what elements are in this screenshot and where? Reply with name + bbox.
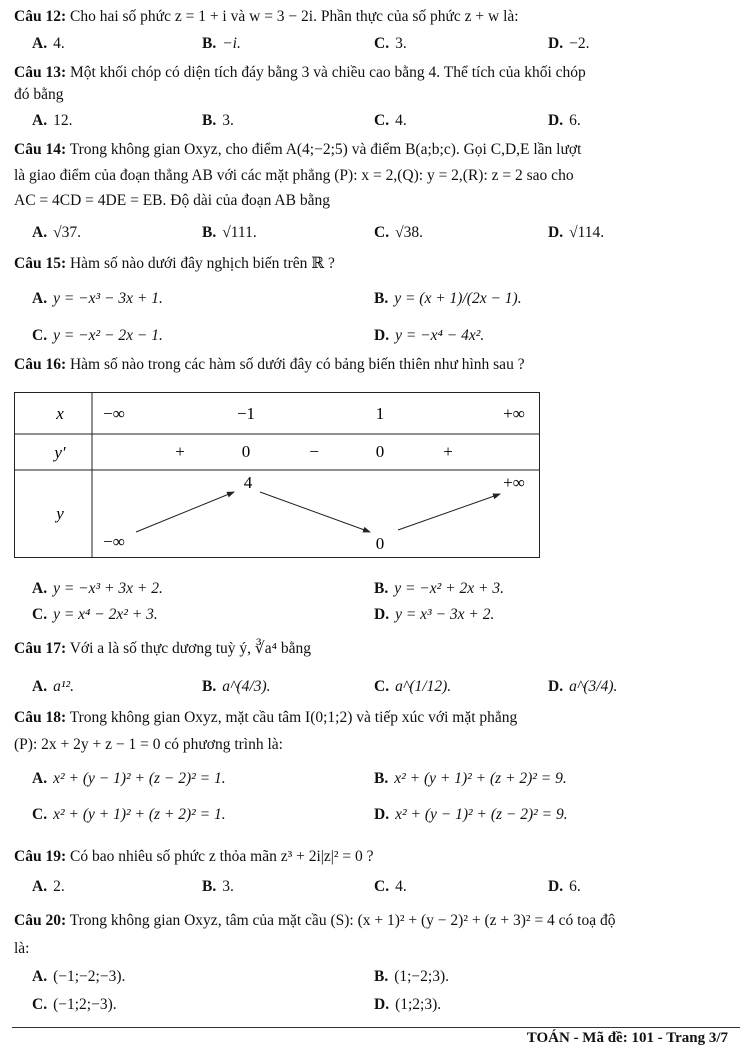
- option-b: B. a^(4/3).: [202, 678, 271, 695]
- x-value: +∞: [503, 404, 525, 423]
- question-label: Câu 15:: [14, 255, 67, 272]
- option-b: B. 3.: [202, 112, 234, 129]
- question-19: [14, 846, 730, 868]
- option-a: A. 4.: [32, 35, 65, 52]
- question-label: Câu 17:: [14, 640, 67, 657]
- question-text: Hàm số nào dưới đây nghịch biến trên ℝ ?: [69, 255, 335, 272]
- y-value: −∞: [103, 532, 125, 551]
- sign-value: 0: [375, 442, 385, 461]
- question-15: [14, 253, 730, 275]
- question-20: [14, 910, 730, 932]
- option-b: B. √111.: [202, 224, 257, 241]
- question-label: Câu 20:: [14, 912, 67, 929]
- question-text: Với a là số thực dương tuỳ ý, ∛a⁴ bằng: [69, 640, 312, 657]
- option-b: B. (1;−2;3).: [374, 968, 450, 985]
- question-17: [14, 638, 730, 660]
- option-d: D. (1;2;3).: [374, 996, 442, 1013]
- option-b: B. −i.: [202, 35, 241, 52]
- question-text: Trong không gian Oxyz, mặt cầu tâm I(0;1;2) và tiếp xúc với mặt phẳng: [69, 709, 518, 726]
- question-label: Câu 14:: [14, 141, 67, 158]
- option-a: A. √37.: [32, 224, 81, 241]
- question-text-cont: (P): 2x + 2y + z − 1 = 0 có phương trình là:: [14, 736, 283, 753]
- question-text: Một khối chóp có diện tích đáy bằng 3 và chiều cao bằng 4. Thể tích của khối chóp: [69, 64, 586, 81]
- x-value: 1: [375, 404, 385, 423]
- question-text-cont: AC = 4CD = 4DE = EB. Độ dài của đoạn AB bằng: [14, 192, 330, 209]
- option-c: C. 4.: [374, 878, 407, 895]
- option-c: C. 4.: [374, 112, 407, 129]
- option-d: D. y = x³ − 3x + 2.: [374, 606, 495, 623]
- option-b: B. y = (x + 1)/(2x − 1).: [374, 290, 522, 307]
- question-label: Câu 13:: [14, 64, 67, 81]
- option-c: C. 3.: [374, 35, 407, 52]
- option-d: D. 6.: [548, 878, 581, 895]
- question-text: Trong không gian Oxyz, cho điểm A(4;−2;5) và điểm B(a;b;c). Gọi C,D,E lần lượt: [69, 141, 582, 158]
- y-value: 0: [375, 534, 385, 553]
- option-c: C. y = x⁴ − 2x² + 3.: [32, 606, 158, 623]
- question-12: [14, 6, 730, 28]
- sign-value: +: [175, 442, 185, 461]
- x-value: −1: [236, 404, 256, 423]
- question-label: Câu 12:: [14, 8, 67, 25]
- option-c: C. x² + (y + 1)² + (z + 2)² = 1.: [32, 806, 226, 823]
- sign-value: 0: [241, 442, 251, 461]
- option-d: D. 6.: [548, 112, 581, 129]
- option-a: A. x² + (y − 1)² + (z − 2)² = 1.: [32, 770, 226, 787]
- decreasing-arrow: [260, 492, 370, 532]
- sign-value: +: [443, 442, 453, 461]
- variation-table: [14, 392, 540, 558]
- option-c: C. √38.: [374, 224, 423, 241]
- increasing-arrow: [136, 492, 234, 532]
- row-label-y: y: [56, 504, 64, 523]
- question-label: Câu 18:: [14, 709, 67, 726]
- option-a: A. y = −x³ − 3x + 1.: [32, 290, 163, 307]
- option-d: D. x² + (y − 1)² + (z − 2)² = 9.: [374, 806, 568, 823]
- option-a: A. 2.: [32, 878, 65, 895]
- question-16: [14, 354, 730, 376]
- option-d: D. a^(3/4).: [548, 678, 618, 695]
- question-text: Có bao nhiêu số phức z thỏa mãn z³ + 2i|z|² = 0 ?: [69, 848, 374, 865]
- y-value: +∞: [503, 473, 525, 492]
- option-d: D. √114.: [548, 224, 605, 241]
- x-value: −∞: [103, 404, 125, 423]
- option-b: B. x² + (y + 1)² + (z + 2)² = 9.: [374, 770, 567, 787]
- question-18: [14, 707, 730, 729]
- option-a: A. a¹².: [32, 678, 74, 695]
- row-label-yprime: y′: [54, 443, 66, 462]
- option-d: D. y = −x⁴ − 4x².: [374, 327, 485, 344]
- page-footer: TOÁN - Mã đề: 101 - Trang 3/7: [526, 1030, 728, 1046]
- increasing-arrow: [398, 494, 500, 530]
- option-a: A. 12.: [32, 112, 73, 129]
- option-b: B. y = −x² + 2x + 3.: [374, 580, 504, 597]
- option-c: C. a^(1/12).: [374, 678, 452, 695]
- sign-value: −: [309, 442, 319, 461]
- option-c: C. (−1;2;−3).: [32, 996, 117, 1013]
- question-text-cont: là:: [14, 940, 30, 957]
- question-text: Trong không gian Oxyz, tâm của mặt cầu (S): (x + 1)² + (y − 2)² + (z + 3)² = 4 có toạ độ: [69, 912, 616, 929]
- row-label-x: x: [56, 404, 64, 423]
- question-label: Câu 19:: [14, 848, 67, 865]
- option-c: C. y = −x² − 2x − 1.: [32, 327, 163, 344]
- question-text: Hàm số nào trong các hàm số dưới đây có bảng biến thiên như hình sau ?: [69, 356, 525, 373]
- question-text: Cho hai số phức z = 1 + i và w = 3 − 2i. Phần thực của số phức z + w là:: [69, 8, 519, 25]
- question-text-cont: đó bằng: [14, 86, 64, 103]
- question-label: Câu 16:: [14, 356, 67, 373]
- option-b: B. 3.: [202, 878, 234, 895]
- y-value: 4: [243, 473, 253, 492]
- option-a: A. y = −x³ + 3x + 2.: [32, 580, 163, 597]
- question-text-cont: là giao điểm của đoạn thẳng AB với các mặt phẳng (P): x = 2,(Q): y = 2,(R): z = 2 sao cho: [14, 167, 574, 184]
- question-13: [14, 62, 730, 84]
- option-a: A. (−1;−2;−3).: [32, 968, 126, 985]
- footer-divider: [12, 1027, 740, 1028]
- question-14: [14, 139, 730, 161]
- option-d: D. −2.: [548, 35, 590, 52]
